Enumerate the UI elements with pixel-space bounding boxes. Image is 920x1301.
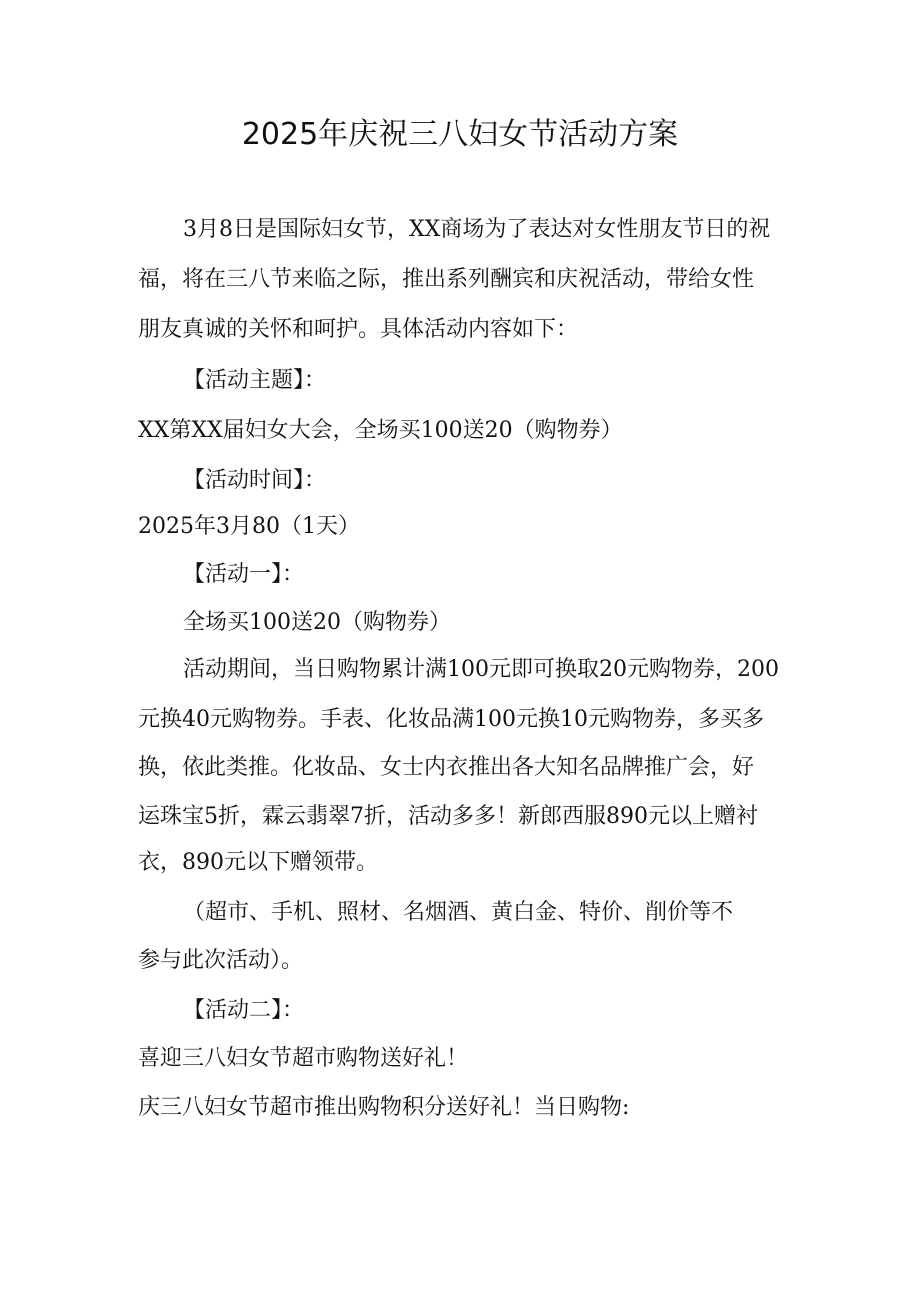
paragraph-line: 换，依此类推。化妆品、女士内衣推出各大知名品牌推广会，好 bbox=[138, 755, 755, 780]
section-heading-theme: 【活动主题】： bbox=[183, 368, 327, 393]
paragraph-line: 庆三八妇女节超市推出购物积分送好礼！当日购物: bbox=[138, 1095, 630, 1120]
paragraph-line: 活动期间，当日购物累计满100元即可换取20元购物券，200 bbox=[183, 657, 779, 682]
paragraph-line: 福，将在三八节来临之际，推出系列酬宾和庆祝活动，带给女性 bbox=[138, 267, 755, 292]
paragraph-line: XX第XX届妇女大会，全场买100送20（购物券） bbox=[138, 418, 623, 443]
paragraph-line: 衣，890元以下赠领带。 bbox=[138, 850, 378, 875]
paragraph-line: 3月8日是国际妇女节，XX商场为了表达对女性朋友节日的祝 bbox=[183, 217, 771, 242]
section-heading-activity-one: 【活动一】： bbox=[183, 562, 305, 587]
paragraph-line: 喜迎三八妇女节超市购物送好礼！ bbox=[138, 1046, 469, 1071]
paragraph-line: 朋友真诚的关怀和呵护。具体活动内容如下： bbox=[138, 317, 579, 342]
paragraph-line: 运珠宝5折，霖云翡翠7折，活动多多！新郎西服890元以上赠衬 bbox=[138, 804, 758, 829]
document-title: 2025年庆祝三八妇女节活动方案 bbox=[241, 117, 679, 152]
paragraph-line: 参与此次活动）。 bbox=[138, 948, 304, 973]
paragraph-line: 元换40元购物券。手表、化妆品满100元换10元购物券，多买多 bbox=[138, 707, 764, 732]
section-heading-activity-two: 【活动二】： bbox=[183, 998, 305, 1023]
paragraph-line: （超市、手机、照材、名烟酒、黄白金、特价、削价等不 bbox=[183, 900, 734, 925]
paragraph-line: 2025年3月80（1天） bbox=[138, 514, 360, 539]
paragraph-line: 全场买100送20（购物券） bbox=[183, 610, 451, 635]
section-heading-time: 【活动时间】： bbox=[183, 468, 327, 493]
